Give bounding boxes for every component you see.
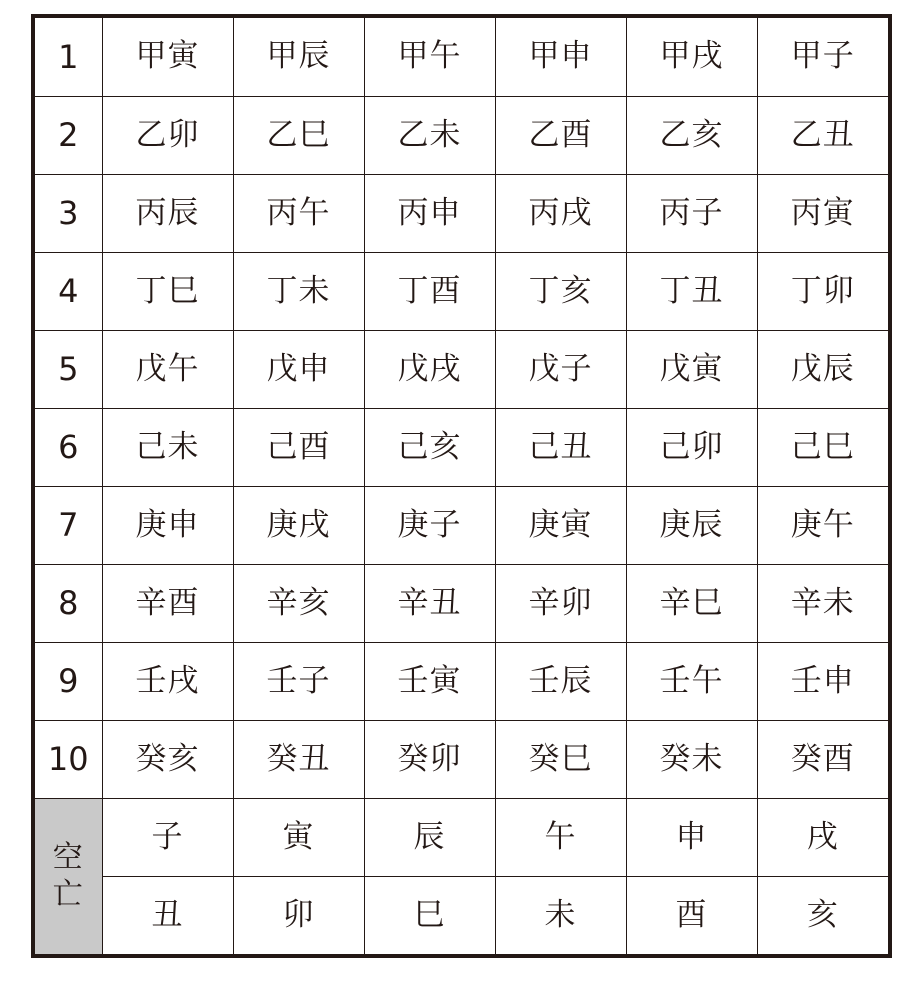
- table-cell: 辛酉: [102, 564, 233, 642]
- table-cell: 丁卯: [757, 252, 888, 330]
- table-cell: 丙寅: [757, 174, 888, 252]
- table-row: [35, 720, 888, 798]
- table-cell: 癸亥: [102, 720, 233, 798]
- table-cell: 庚辰: [626, 486, 757, 564]
- table-cell: 庚子: [364, 486, 495, 564]
- table-cell: 己丑: [495, 408, 626, 486]
- table-cell: 乙未: [364, 96, 495, 174]
- table-cell: 壬申: [757, 642, 888, 720]
- kubou-label: [35, 798, 102, 954]
- table-cell: 甲午: [364, 18, 495, 96]
- table-row: [35, 408, 888, 486]
- table-cell: 戊午: [102, 330, 233, 408]
- row-number: 5: [35, 330, 102, 408]
- kubou-cell: 辰: [364, 798, 495, 876]
- table-cell: 壬辰: [495, 642, 626, 720]
- table-cell: 甲寅: [102, 18, 233, 96]
- table-cell: 辛亥: [233, 564, 364, 642]
- table-cell: 癸丑: [233, 720, 364, 798]
- table-cell: 甲戌: [626, 18, 757, 96]
- kubou-cell: 戌: [757, 798, 888, 876]
- row-number: 8: [35, 564, 102, 642]
- table-row: [35, 18, 888, 96]
- table-cell: 丙子: [626, 174, 757, 252]
- kubou-cell: 午: [495, 798, 626, 876]
- table-cell: 癸巳: [495, 720, 626, 798]
- table-cell: 丁未: [233, 252, 364, 330]
- table-cell: 辛巳: [626, 564, 757, 642]
- kubou-label-char: 空: [52, 839, 84, 875]
- table-row: [35, 564, 888, 642]
- kubou-cell: 丑: [102, 876, 233, 954]
- table-cell: 己巳: [757, 408, 888, 486]
- table-row: [35, 252, 888, 330]
- table-cell: 壬寅: [364, 642, 495, 720]
- row-number: 7: [35, 486, 102, 564]
- kubou-cell: 申: [626, 798, 757, 876]
- kubou-cell: 亥: [757, 876, 888, 954]
- table-row: [35, 96, 888, 174]
- table-cell: 丁丑: [626, 252, 757, 330]
- kubou-cell: 卯: [233, 876, 364, 954]
- row-number: 2: [35, 96, 102, 174]
- table-cell: 庚申: [102, 486, 233, 564]
- kubou-row: [35, 876, 888, 954]
- table-cell: 癸卯: [364, 720, 495, 798]
- table-cell: 丁巳: [102, 252, 233, 330]
- kubou-cell: 未: [495, 876, 626, 954]
- kubou-label-char: 亡: [52, 877, 84, 912]
- table-cell: 丁亥: [495, 252, 626, 330]
- table-cell: 戊申: [233, 330, 364, 408]
- row-number: 9: [35, 642, 102, 720]
- table-cell: 辛未: [757, 564, 888, 642]
- table-row: [35, 486, 888, 564]
- table-cell: 辛丑: [364, 564, 495, 642]
- table-cell: 乙丑: [757, 96, 888, 174]
- table-cell: 庚戌: [233, 486, 364, 564]
- row-number: 3: [35, 174, 102, 252]
- table-cell: 戊辰: [757, 330, 888, 408]
- table-cell: 癸未: [626, 720, 757, 798]
- table-cell: 丙辰: [102, 174, 233, 252]
- table-cell: 丁酉: [364, 252, 495, 330]
- kubou-cell: 酉: [626, 876, 757, 954]
- table-cell: 甲子: [757, 18, 888, 96]
- row-number: 6: [35, 408, 102, 486]
- table-cell: 庚寅: [495, 486, 626, 564]
- table-cell: 丙申: [364, 174, 495, 252]
- table-cell: 壬子: [233, 642, 364, 720]
- table-row: [35, 642, 888, 720]
- table-cell: 庚午: [757, 486, 888, 564]
- table-row: [35, 330, 888, 408]
- table-cell: 壬戌: [102, 642, 233, 720]
- row-number: 4: [35, 252, 102, 330]
- table-cell: 戊戌: [364, 330, 495, 408]
- row-number: 1: [35, 18, 102, 96]
- table-cell: 丙午: [233, 174, 364, 252]
- kanshi-table: [35, 18, 888, 955]
- table-row: [35, 174, 888, 252]
- table-cell: 乙亥: [626, 96, 757, 174]
- table-cell: 癸酉: [757, 720, 888, 798]
- kubou-cell: 巳: [364, 876, 495, 954]
- kubou-cell: 寅: [233, 798, 364, 876]
- kanshi-table-frame: [31, 14, 892, 958]
- table-cell: 壬午: [626, 642, 757, 720]
- table-cell: 己卯: [626, 408, 757, 486]
- table-cell: 己亥: [364, 408, 495, 486]
- kubou-row: [35, 798, 888, 876]
- table-cell: 己酉: [233, 408, 364, 486]
- table-cell: 戊子: [495, 330, 626, 408]
- table-cell: 戊寅: [626, 330, 757, 408]
- table-cell: 丙戌: [495, 174, 626, 252]
- table-cell: 甲辰: [233, 18, 364, 96]
- table-cell: 乙巳: [233, 96, 364, 174]
- table-cell: 乙酉: [495, 96, 626, 174]
- table-cell: 己未: [102, 408, 233, 486]
- table-cell: 甲申: [495, 18, 626, 96]
- table-cell: 乙卯: [102, 96, 233, 174]
- table-cell: 辛卯: [495, 564, 626, 642]
- row-number: 10: [35, 720, 102, 798]
- kubou-cell: 子: [102, 798, 233, 876]
